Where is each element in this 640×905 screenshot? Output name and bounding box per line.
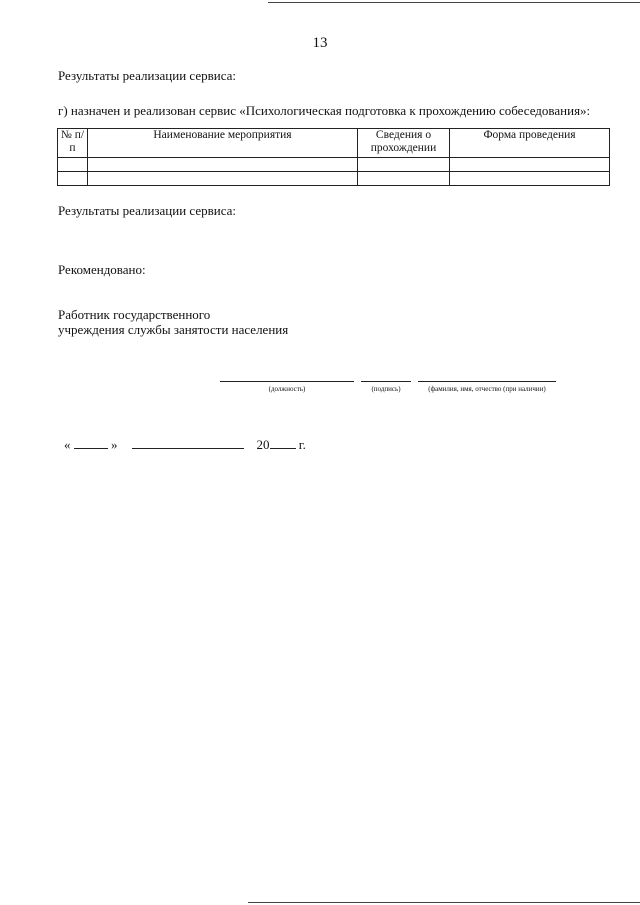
position-caption: (должность) [268,385,306,393]
table-cell [88,172,358,186]
table-row [58,172,610,186]
col-header-form: Форма проведения [450,129,610,158]
table-cell [58,158,88,172]
page-number: 13 [312,35,328,51]
signature-caption: (подпись) [371,385,401,393]
col-header-number: № п/п [58,129,88,158]
position-signature-line [220,381,354,382]
worker-line-1: Работник государственного [58,307,211,322]
results-heading-1: Результаты реализации сервиса: [58,68,237,83]
service-line: г) назначен и реализован сервис «Психологическая подготовка к прохождению собеседования»: [58,103,591,118]
table-row [58,158,610,172]
table-cell [58,172,88,186]
year-suffix: г. [298,437,306,452]
year-blank [270,436,296,449]
date-open-quote: « [64,437,71,452]
year-prefix: 20 [256,437,270,452]
col-header-completion-info: Сведения о прохождении [358,129,450,158]
name-signature-line [418,381,556,382]
signature-line [361,381,411,382]
name-caption: (фамилия, имя, отчество (при наличии) [428,385,546,393]
table-cell [358,172,450,186]
month-blank [132,436,244,449]
table-header-row [58,129,610,158]
page-bottom-edge [248,902,640,903]
day-blank [74,436,108,449]
recommended-label: Рекомендовано: [58,262,146,277]
table-cell [358,158,450,172]
date-close-quote: » [111,437,118,452]
results-heading-2: Результаты реализации сервиса: [58,203,237,218]
col-header-event-name: Наименование мероприятия [88,129,358,158]
events-table [57,128,610,186]
table-cell [450,158,610,172]
table-cell [450,172,610,186]
date-row [64,436,306,453]
table-cell [88,158,358,172]
worker-line-2: учреждения службы занятости населения [58,322,289,337]
page-top-edge [268,2,640,3]
